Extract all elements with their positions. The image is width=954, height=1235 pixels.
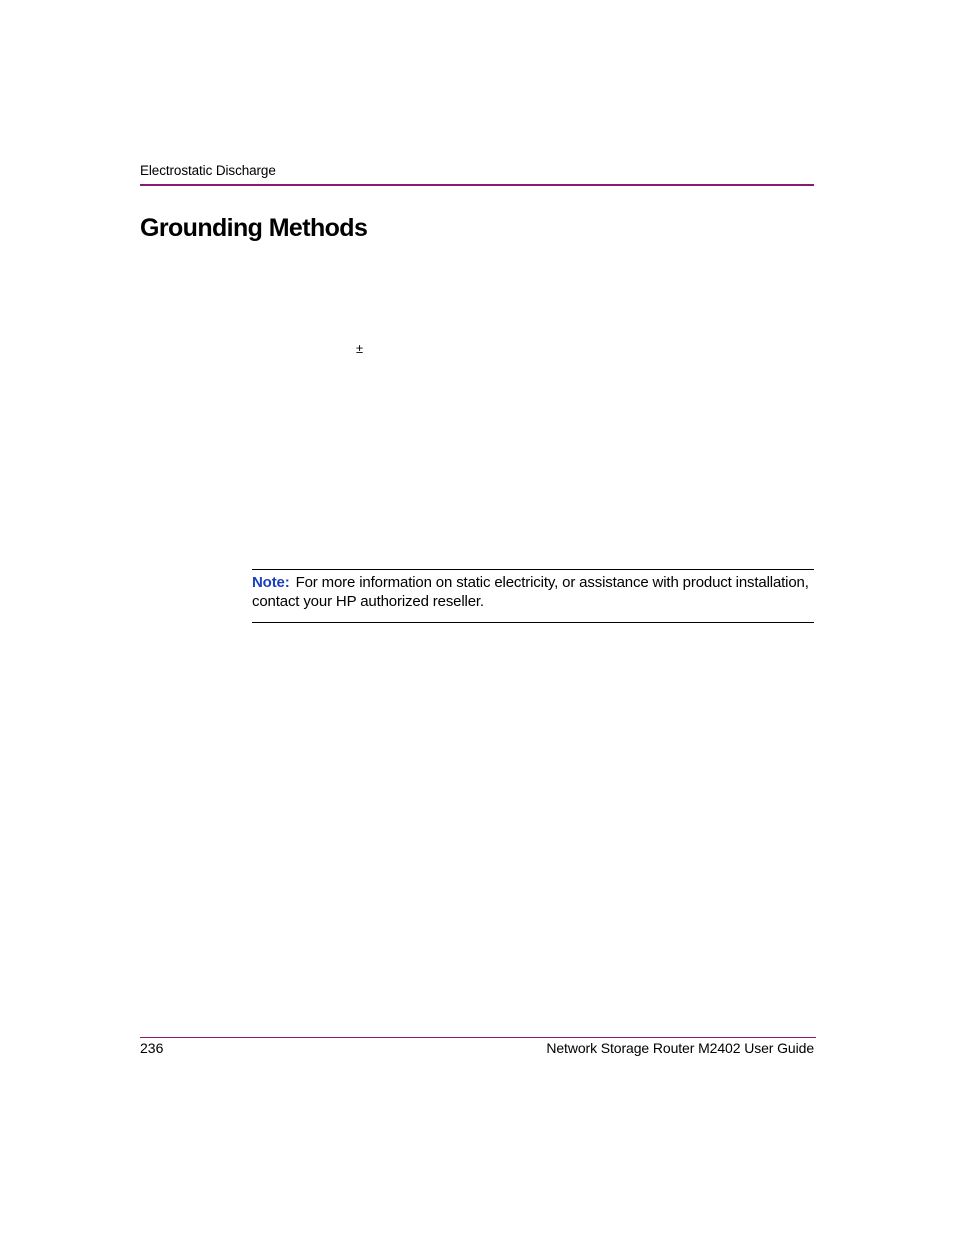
note-label: Note:: [252, 574, 290, 591]
page-number: 236: [140, 1040, 164, 1056]
note-block: [252, 574, 814, 611]
note-bottom-rule: [252, 622, 814, 623]
footer-guide-title: Network Storage Router M2402 User Guide: [546, 1040, 814, 1056]
page-heading: Grounding Methods: [140, 214, 368, 242]
plus-minus-glyph: ±: [356, 341, 364, 356]
note-top-rule: [252, 569, 814, 570]
header-rule: [140, 184, 814, 186]
note-text: For more information on static electricity, or assistance with product installation, contact your HP authorized reseller.: [252, 574, 809, 610]
footer-rule: [140, 1037, 816, 1038]
running-header: Electrostatic Discharge: [140, 163, 276, 178]
